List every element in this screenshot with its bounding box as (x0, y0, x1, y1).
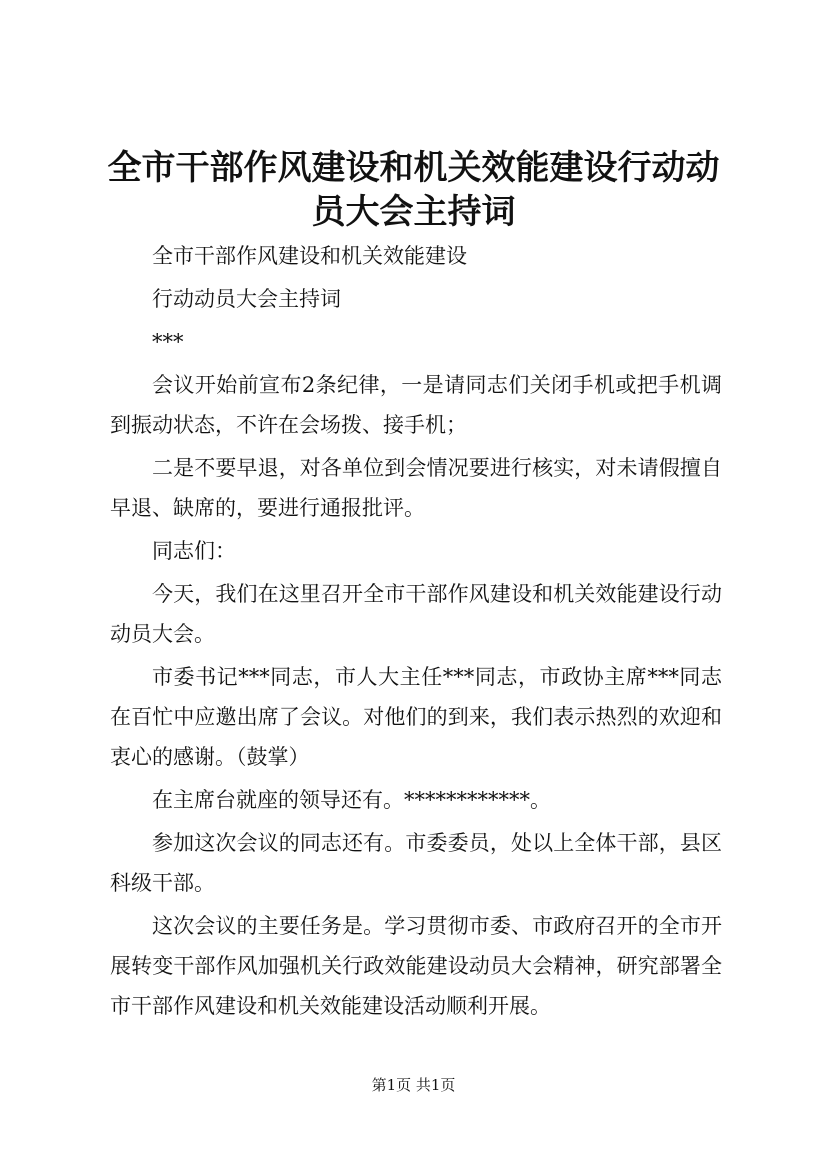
document-title: 全市干部作风建设和机关效能建设行动动员大会主持词 (107, 148, 720, 232)
document-body (110, 236, 722, 1029)
paragraph-rules-1: 会议开始前宣布2条纪律，一是请同志们关闭手机或把手机调到振动状态，不许在会场拨、接手机； (110, 373, 722, 437)
paragraph-rostrum-leaders: 在主席台就座的领导还有。************。 (152, 788, 551, 812)
paragraph-attendees: 参加这次会议的同志还有。市委委员，处以上全体干部，县区科级干部。 (110, 831, 722, 895)
paragraph-greeting: 同志们： (152, 539, 236, 563)
paragraph-subtitle-line-1: 全市干部作风建设和机关效能建设 (152, 244, 467, 268)
paragraph-rules-2: 二是不要早退，对各单位到会情况要进行核实，对未请假擅自早退、缺席的，要进行通报批评。 (110, 456, 722, 520)
paragraph-opening: 今天，我们在这里召开全市干部作风建设和机关效能建设行动动员大会。 (110, 582, 722, 646)
paragraph-subtitle-line-2: 行动动员大会主持词 (152, 287, 341, 311)
paragraph-author-placeholder: *** (152, 330, 184, 354)
page-footer: 第1页 共1页 (371, 1076, 456, 1094)
paragraph-leaders-welcome: 市委书记***同志，市人大主任***同志，市政协主席***同志在百忙中应邀出席了会议。对他们的到来，我们表示热烈的欢迎和衷心的感谢。（鼓掌） (110, 665, 722, 769)
paragraph-main-task: 这次会议的主要任务是。学习贯彻市委、市政府召开的全市开展转变干部作风加强机关行政效能建设动员大会精神，研究部署全市干部作风建设和机关效能建设活动顺利开展。 (110, 914, 722, 1018)
